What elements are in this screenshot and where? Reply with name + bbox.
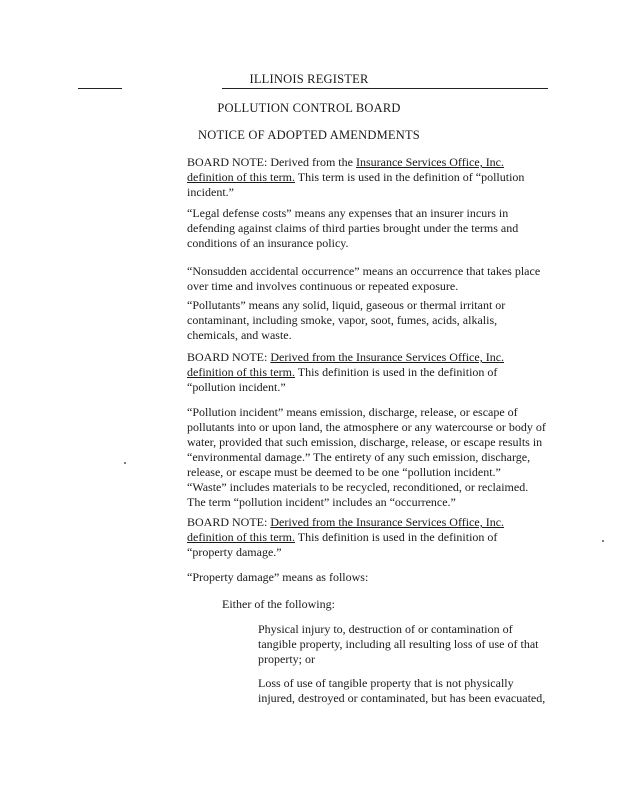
property-damage-either: Either of the following:: [222, 597, 335, 611]
scan-speck: [124, 462, 126, 464]
board-note-3: BOARD NOTE: Derived from the Insurance Services Office, Inc. definition of this term. This definition is used in the definition of “property damage.”: [187, 515, 505, 559]
board-note-2: BOARD NOTE: Derived from the Insurance Services Office, Inc. definition of this term. This definition is used in the definition of “pollution incident.”: [187, 350, 505, 394]
register-title: ILLINOIS REGISTER: [249, 72, 369, 86]
header-rule-main: [222, 88, 548, 89]
definition-nonsudden-accidental-occurrence: “Nonsudden accidental occurrence” means an occurrence that takes place over time and involves continuous or repeated exposure.: [187, 264, 541, 293]
property-damage-item-b: Loss of use of tangible property that is not physically injured, destroyed or contaminated, but has been evacuated,: [258, 676, 546, 705]
notice-title: NOTICE OF ADOPTED AMENDMENTS: [198, 128, 420, 142]
board-note-1: BOARD NOTE: Derived from the Insurance Services Office, Inc. definition of this term. This term is used in the definition of “pollution incident.”: [187, 155, 525, 199]
definition-pollutants: “Pollutants” means any solid, liquid, gaseous or thermal irritant or contaminant, including smoke, vapor, soot, fumes, acids, alkalis, chemicals, and waste.: [187, 298, 506, 342]
board-name: POLLUTION CONTROL BOARD: [217, 101, 401, 115]
property-damage-item-a: Physical injury to, destruction of or contamination of tangible property, including all resulting loss of use of that property; or: [258, 622, 539, 666]
header-rule-left: [78, 88, 122, 89]
scan-speck: [602, 540, 604, 542]
definition-legal-defense-costs: “Legal defense costs” means any expenses that an insurer incurs in defending against claims of third parties brought under the terms and conditions of an insurance policy.: [187, 206, 519, 250]
definition-pollution-incident: “Pollution incident” means emission, discharge, release, or escape of pollutants into or upon land, the atmosphere or any watercourse or body of water, provided that such emission, discharge, release, or escape results in “environmental damage.” The entirety of any such emission, discharge, release, or escape must be deemed to be one “pollution incident.” “Waste” includes materials to be recycled, reconditioned, or reclaimed. The term “pollution incident” includes an “occurrence.”: [187, 405, 546, 509]
definition-property-damage: “Property damage” means as follows:: [187, 570, 369, 584]
